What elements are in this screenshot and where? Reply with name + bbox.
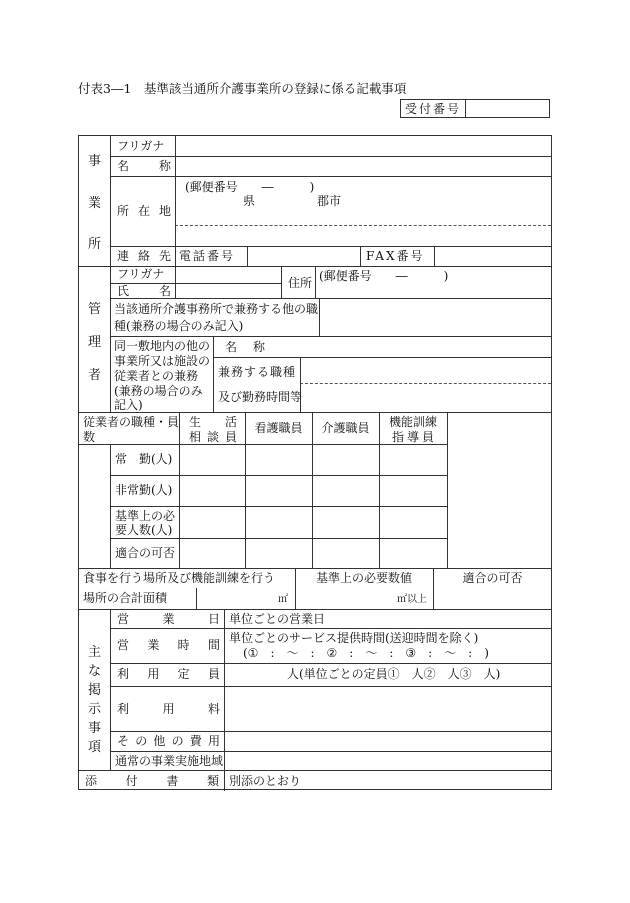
business-section-label: 事 業 所 [87, 154, 101, 252]
manager-name-label: 氏 名 [117, 284, 171, 298]
receipt-number-box [400, 99, 550, 118]
same-site-label-1: 同一敷地内の他の [114, 339, 211, 353]
fee-label: 利 用 料 [117, 702, 220, 716]
concurrent-role-label-2: 及び勤務時間等 [218, 390, 303, 404]
business-postal-code: (郵便番号 ― ) [185, 180, 315, 194]
capacity-label: 利 用 定 員 [117, 667, 220, 681]
area-compliance-label: 適合の可否 [462, 571, 523, 585]
business-phone-label: 電話番号 [179, 249, 236, 263]
business-hours-value-1: 単位ごとのサービス提供時間(送迎時間を除く) [229, 631, 479, 645]
business-prefecture: 県 [243, 194, 256, 208]
manager-other-role-label-1: 当該通所介護事務所で兼務する他の職 [114, 302, 319, 316]
business-address-label: 所 在 地 [117, 204, 171, 218]
manager-other-role-label-2: 種(兼務の場合のみ記入) [114, 319, 244, 333]
business-name-label: 名 称 [117, 159, 171, 173]
receipt-number-label: 受付番号 [401, 100, 466, 117]
area-unit-minimum: ㎡以上 [397, 594, 427, 605]
staff-header-label-1: 従業者の職種・員 [83, 415, 180, 429]
manager-section-label: 管 理 者 [87, 302, 101, 383]
col-nurse-label: 看護職員 [254, 421, 303, 435]
col-training-label-1: 機能訓練 [388, 415, 437, 429]
concurrent-role-label-1: 兼務する職種 [218, 365, 297, 379]
registration-form [78, 135, 552, 790]
col-counselor-label-2: 相 談 員 [189, 430, 237, 444]
area-label-1: 食事を行う場所及び機能訓練を行う [83, 571, 276, 585]
business-hours-label: 営 業 時 間 [117, 638, 220, 652]
row-parttime-label: 非常勤(人) [115, 483, 173, 497]
same-site-label-3: 従業者との兼務 [114, 369, 199, 383]
manager-furigana-label: フリガナ [117, 267, 165, 281]
business-city: 郡市 [317, 194, 342, 208]
manager-address-label: 住所 [288, 276, 313, 290]
business-furigana-label: フリガナ [117, 139, 165, 153]
business-days-value: 単位ごとの営業日 [229, 612, 326, 626]
notices-section-label: 主 な 掲 示 事 項 [87, 645, 101, 755]
same-site-label-5: 記入) [114, 398, 143, 412]
staff-header-label-2: 数 [83, 430, 96, 444]
same-site-label-4: (兼務の場合のみ [114, 384, 203, 398]
manager-postal-code: (郵便番号 ― ) [319, 269, 449, 283]
facility-name-label: 名 称 [225, 340, 265, 354]
col-training-label-2: 指 導 員 [392, 430, 434, 444]
area-unit: ㎡ [278, 594, 288, 605]
same-site-label-2: 事業所又は施設の [114, 354, 211, 368]
col-counselor-label-1: 生 活 [189, 415, 237, 429]
area-required-label: 基準上の必要数値 [315, 571, 412, 585]
service-area-label: 通常の事業実施地域 [115, 754, 224, 768]
row-compliance-label: 適合の可否 [115, 546, 176, 560]
row-required-label-2: 要人数(人) [115, 523, 173, 537]
business-hours-value-2: (① : ～ : ② : ～ : ③ : ～ : ) [243, 646, 489, 660]
business-fax-label: FAX番号 [366, 249, 425, 263]
row-required-label-1: 基準上の必 [115, 509, 176, 523]
form-title: 付表3―1 基準該当通所介護事業所の登録に係る記載事項 [78, 81, 407, 96]
row-fulltime-label: 常 勤(人) [115, 452, 173, 466]
area-label-2: 場所の合計面積 [83, 591, 168, 605]
business-contact-label: 連 絡 先 [117, 249, 171, 263]
business-days-label: 営 業 日 [117, 612, 220, 626]
other-costs-label: そ の 他 の 費 用 [117, 734, 220, 748]
receipt-number-field[interactable] [466, 100, 549, 117]
capacity-value: 人(単位ごとの定員① 人② 人③ 人) [287, 667, 501, 681]
col-care-label: 介護職員 [321, 421, 370, 435]
attachments-value: 別添のとおり [229, 774, 302, 788]
attachments-label: 添 付 書 類 [85, 774, 219, 788]
